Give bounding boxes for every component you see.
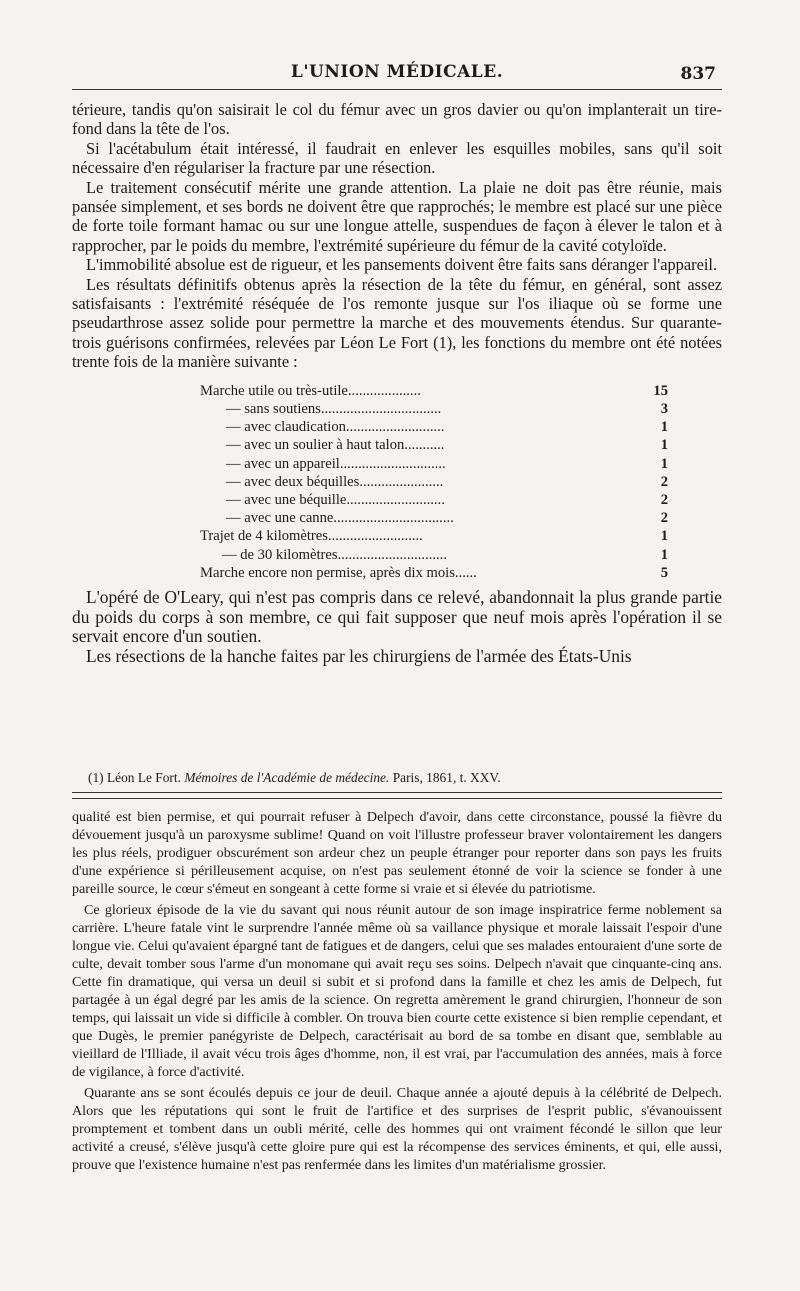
row-value: 2 (660, 491, 668, 508)
row-value: 2 (660, 473, 668, 490)
row-value: 15 (653, 382, 668, 399)
row-label: — avec claudication........................... (226, 419, 445, 436)
row-label: Trajet de 4 kilomètres.......................... (200, 528, 423, 545)
row-label: — avec une béquille........................... (226, 491, 445, 508)
footnote-prefix: (1) Léon Le Fort. (88, 770, 181, 785)
page-number: 837 (680, 64, 716, 84)
table-row (200, 418, 668, 436)
table-row (200, 546, 668, 564)
footnote (88, 770, 722, 786)
article-paragraph: térieure, tandis qu'on saisirait le col du fémur avec un gros davier ou qu'on implanterait un tire-fond dans la tête de l'os. (72, 100, 722, 139)
feuilleton-paragraph: Quarante ans se sont écoulés depuis ce jour de deuil. Chaque année a ajouté depuis à la célébrité de Delpech. Alors que les réputations qui sont le fruit de l'artifice et des surprises de l'esprit public, s'évanouissent promptement et tombent dans un oubli mérité, celle des hommes qui ont vraiment fécondé le sillon que leur activité a creusé, s'élève jusqu'à cette gloire pure qui est la récompense des services éminents, et qui, elle aussi, prouve que l'existence humaine n'est pas renfermée dans les limites d'un matérialisme grossier. (72, 1085, 722, 1173)
table-row (200, 455, 668, 473)
row-value: 1 (660, 437, 668, 454)
article-paragraph: L'opéré de O'Leary, qui n'est pas compris dans ce relevé, abandonnait la plus grande partie du poids du corps à son membre, ce qui fait supposer que neuf mois après l'opération il se servait encore d'un soutien. (72, 586, 722, 647)
article-paragraph: Les résections de la hanche faites par les chirurgiens de l'armée des États-Unis (86, 645, 632, 666)
row-value: 1 (660, 455, 668, 472)
row-label: — sans soutiens................................. (226, 400, 442, 417)
section-divider (72, 792, 722, 799)
article-paragraph: L'immobilité absolue est de rigueur, et les pansements doivent être faits sans déranger l'appareil. (86, 255, 718, 275)
footnote-suffix: Paris, 1861, t. XXV. (392, 770, 501, 785)
row-value: 1 (660, 528, 668, 545)
article-paragraph: Les résultats définitifs obtenus après la résection de la tête du fémur, en général, sont assez satisfaisants : l'extrémité réséquée de l'os remonte jusque sur l'os iliaque où se forme une pseudarthrose assez solide pour permettre la marche et des mouvements étendus. Sur quarante-trois guérisons confirmées, relevées par Léon Le Fort (1), les fonctions du membre ont été notées trente fois de la manière suivante : (72, 274, 722, 372)
row-value: 1 (660, 419, 668, 436)
table-row (200, 400, 668, 418)
row-label: — avec deux béquilles....................... (226, 473, 444, 490)
main-article (72, 100, 722, 666)
header-rule (72, 89, 722, 90)
table-row (200, 527, 668, 545)
running-header (72, 58, 722, 88)
row-label: Marche encore non permise, après dix mois...... (200, 564, 477, 581)
article-paragraph: Le traitement consécutif mérite une grande attention. La plaie ne doit pas être réunie, mais pansée simplement, et ses bords ne doivent être que rapprochés; le membre est placé sur une pièce de forte toile formant hamac ou sur une longue attelle, suspendues de façon à élever le talon et à rapprocher, par le poids du membre, l'extrémité supérieure du fémur de la cavité cotyloïde. (72, 177, 722, 255)
footnote-work: Mémoires de l'Académie de médecine. (184, 770, 390, 785)
table-row (200, 564, 668, 582)
article-continuation (72, 588, 722, 666)
row-label: Marche utile ou très-utile.................... (200, 382, 421, 399)
feuilleton (72, 808, 722, 1177)
row-value: 3 (660, 400, 668, 417)
row-value: 5 (660, 564, 668, 581)
table-row (200, 473, 668, 491)
article-paragraph: Si l'acétabulum était intéressé, il faudrait en enlever les esquilles mobiles, sans qu'il soit nécessaire d'en régulariser la fracture par une résection. (72, 138, 722, 178)
row-value: 1 (660, 546, 668, 563)
row-label: — avec un appareil............................. (226, 455, 446, 472)
row-label: — de 30 kilomètres.............................. (222, 546, 447, 563)
feuilleton-paragraph: Ce glorieux épisode de la vie du savant qui nous réunit autour de son image inspiratrice ferme noblement sa carrière. L'heure fatale vint le surprendre l'année même où sa vaillance physique et morale laissait l'espoir d'une longue vie. Celui qu'avaient épargné tant de fatigues et de dangers, celui que ses malades entouraient d'une sorte de culte, devait tomber sous l'arme d'un monomane qui avait reçu ses soins. Delpech n'avait que cinquante-cinq ans. Cette fin dramatique, qui versa un deuil si subit et si profond dans la famille et chez les amis de Delpech, fut partagée à un égal degré par les amis de la science. On regretta amèrement le grand chirurgien, l'honneur de son temps, qui laissait un vide si difficile à combler. On trouva bien courte cette existence si bien remplie cependant, et que Dugès, le premier panégyriste de Delpech, caractérisait au bord de sa tombe en disant que, semblable au vieillard de l'Illiade, il avait vécu trois âges d'homme, non, il est vrai, par l'accumulation des années, mais à force de vigilance, à force d'activité. (72, 902, 722, 1080)
row-value: 2 (660, 510, 668, 527)
table-row (200, 436, 668, 454)
row-label: — avec un soulier à haut talon........... (226, 437, 445, 454)
results-table (200, 382, 668, 582)
table-row (200, 491, 668, 509)
journal-title: L'UNION MÉDICALE. (290, 62, 504, 82)
feuilleton-paragraph: qualité est bien permise, et qui pourrait refuser à Delpech d'avoir, dans cette circonstance, poussé la fièvre du dévouement jusqu'à un paroxysme sublime! Quand on voit l'illustre professeur braver volontairement les dangers les plus réels, prodiguer obscurément son ardeur chez un peuple étranger pour reporter dans son pays les fruits d'une expérience si périlleusement acquise, on n'est pas seulement étonné de voir la science se fonder à une pareille source, le cœur s'émeut en songeant à cette forme si vraie et si élevée du patriotisme. (72, 809, 722, 897)
table-row (200, 509, 668, 527)
row-label: — avec une canne................................. (226, 510, 454, 527)
table-row (200, 382, 668, 400)
